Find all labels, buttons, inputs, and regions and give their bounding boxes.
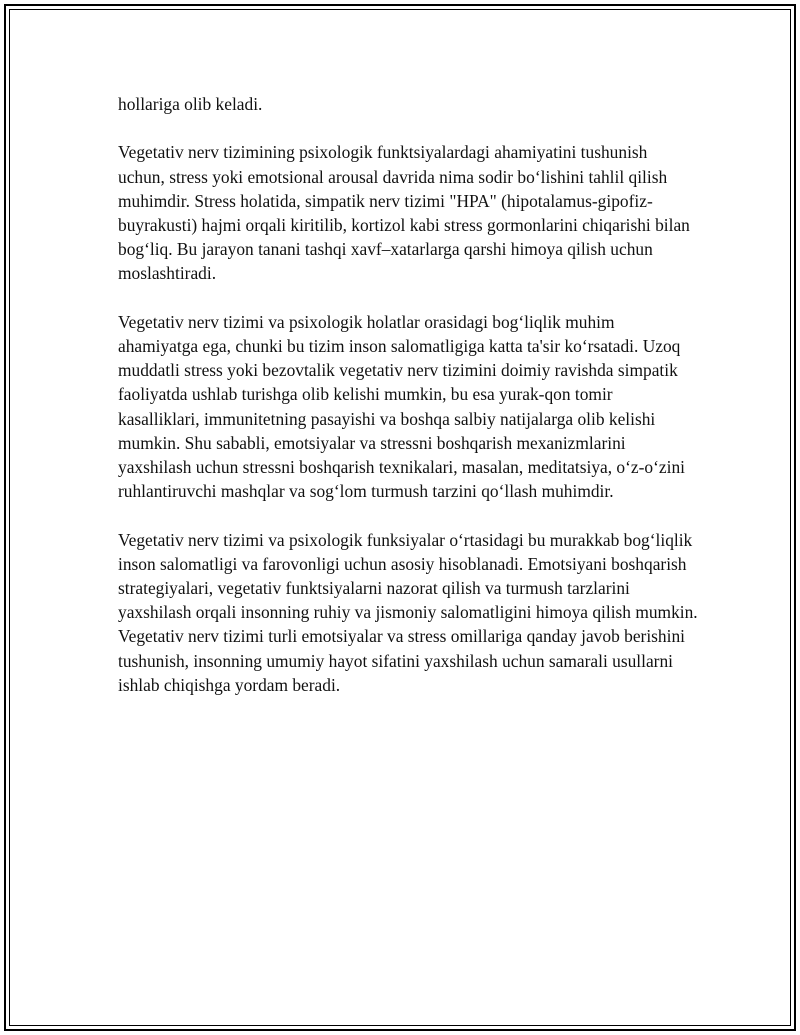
paragraph-stress-response: Vegetativ nerv tizimining psixologik funktsiyalardagi ahamiyatini tushunish uchun, stress yoki emotsional arousal davrida nima sodir bo‘lishini tahlil qilish muhimdir. Stress holatida, simpatik nerv tizimi "HPA" (hipotalamus-gipofiz-buyrakusti) hajmi orqali kiritilib, kortizol kabi stress gormonlarini chiqarishi bilan bog‘liq. Bu jarayon tanani tashqi xavf–xatarlarga qarshi himoya qilish uchun moslashtiradi. [118,142,690,284]
paragraph-continuation: hollariga olib keladi. [118,94,263,114]
paragraph-conclusion: Vegetativ nerv tizimi va psixologik funksiyalar o‘rtasidagi bu murakkab bog‘liqlik inson salomatligi va farovonligi uchun asosiy hisoblanadi. Emotsiyani boshqarish strategiyalari, vegetativ funktsiyalarni nazorat qilish va turmush tarzlarini yaxshilash orqali insonning ruhiy va jismoniy salomatligini himoya qilish mumkin. Vegetativ nerv tizimi turli emotsiyalar va stress omillariga qanday javob berishini tushunish, insonning umumiy hayot sifatini yaxshilash uchun samarali usullarni ishlab chiqishga yordam beradi. [118,529,698,695]
paragraph-health-impact: Vegetativ nerv tizimi va psixologik holatlar orasidagi bog‘liqlik muhim ahamiyatga ega, chunki bu tizim inson salomatligiga katta ta'sir ko‘rsatadi. Uzoq muddatli stress yoki bezovtalik vegetativ nerv tizimini doimiy ravishda simpatik faoliyatda ushlab turishga olib kelishi mumkin, bu esa yurak-qon tomir kasalliklari, immunitetning pasayishi va boshqa salbiy natijalarga olib kelishi mumkin. Shu sababli, emotsiyalar va stressni boshqarish mexanizmlarini yaxshilash uchun stressni boshqarish texnikalari, masalan, meditatsiya, o‘z-o‘zini ruhlantiruvchi mashqlar va sog‘lom turmush tarzini qo‘llash muhimdir. [118,311,685,502]
document-body [118,92,698,721]
